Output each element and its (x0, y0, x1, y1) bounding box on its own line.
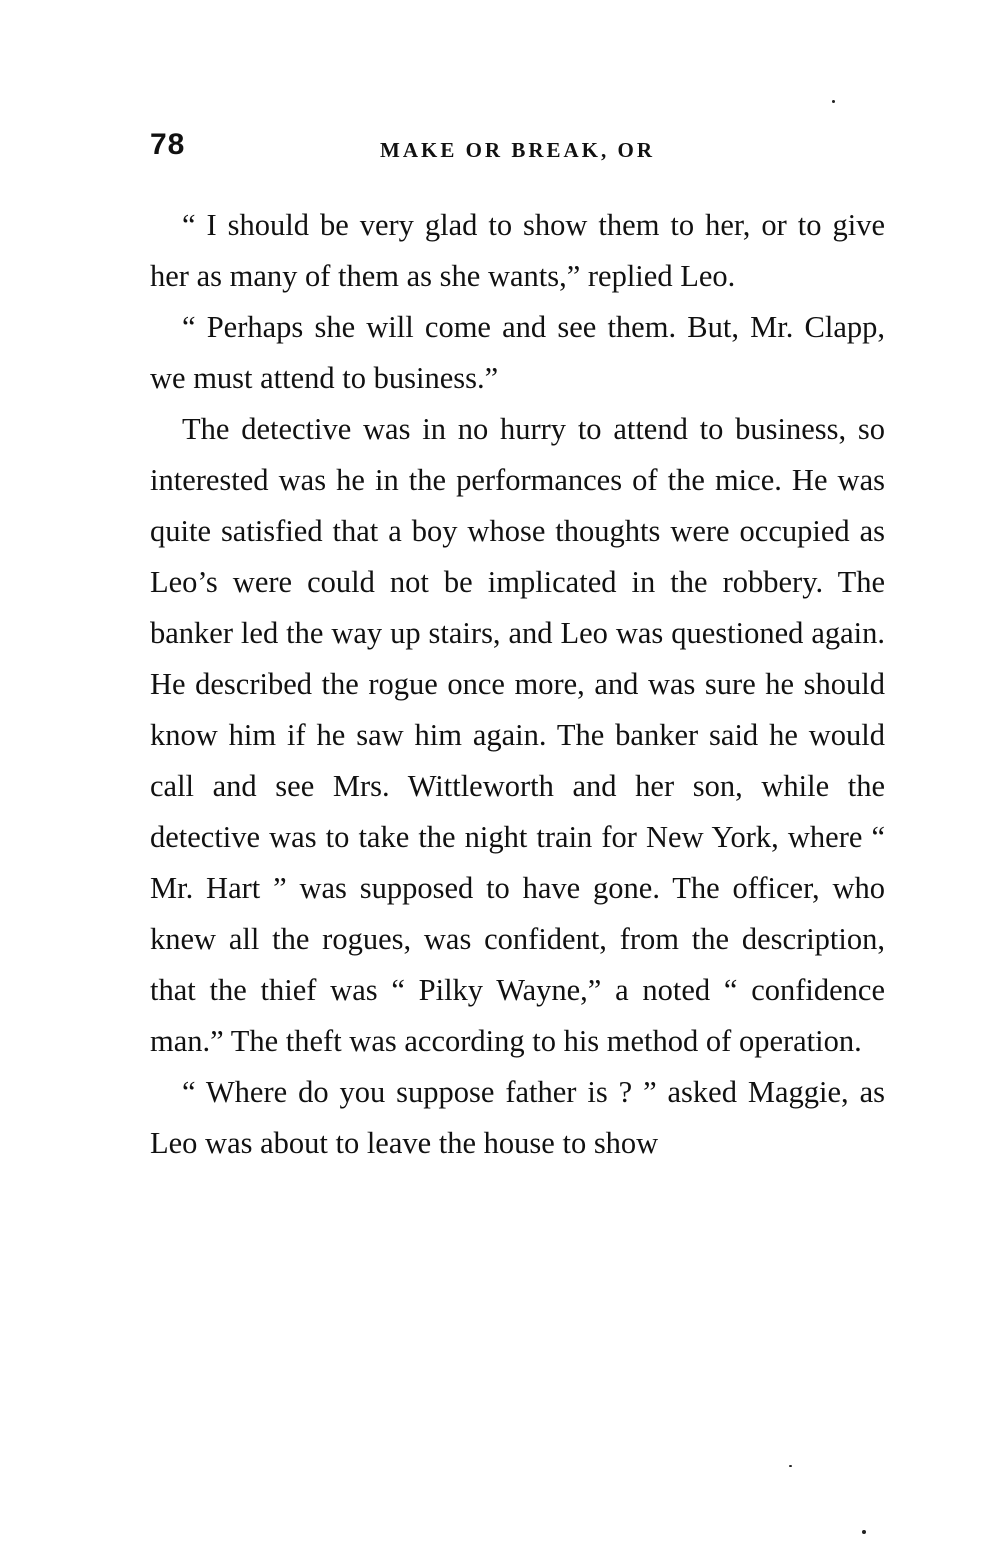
page-header (150, 128, 885, 168)
page-number: 78 (150, 128, 186, 161)
paragraph: “ I should be very glad to show them to her, or to give her as many of them as she wants,” replied Leo. (150, 208, 885, 293)
scan-speck (862, 1530, 866, 1534)
paragraph: “ Where do you suppose father is ? ” asked Maggie, as Leo was about to leave the house to show (150, 1075, 885, 1160)
running-title: MAKE OR BREAK, OR (380, 138, 656, 162)
paragraph: “ Perhaps she will come and see them. But, Mr. Clapp, we must attend to business.” (150, 310, 885, 395)
body-text (150, 200, 885, 1169)
scan-speck (832, 100, 835, 103)
scan-speck (789, 1465, 792, 1467)
paragraph: The detective was in no hurry to attend to business, so interested was he in the performances of the mice. He was quite satisfied that a boy whose thoughts were occupied as Leo’s were could not be implicated in the robbery. The banker led the way up stairs, and Leo was questioned again. He described the rogue once more, and was sure he should know him if he saw him again. The banker said he would call and see Mrs. Wittleworth and her son, while the detective was to take the night train for New York, where “ Mr. Hart ” was supposed to have gone. The officer, who knew all the rogues, was confident, from the description, that the thief was “ Pilky Wayne,” a noted “ confidence man.” The theft was according to his method of operation. (150, 412, 885, 1058)
